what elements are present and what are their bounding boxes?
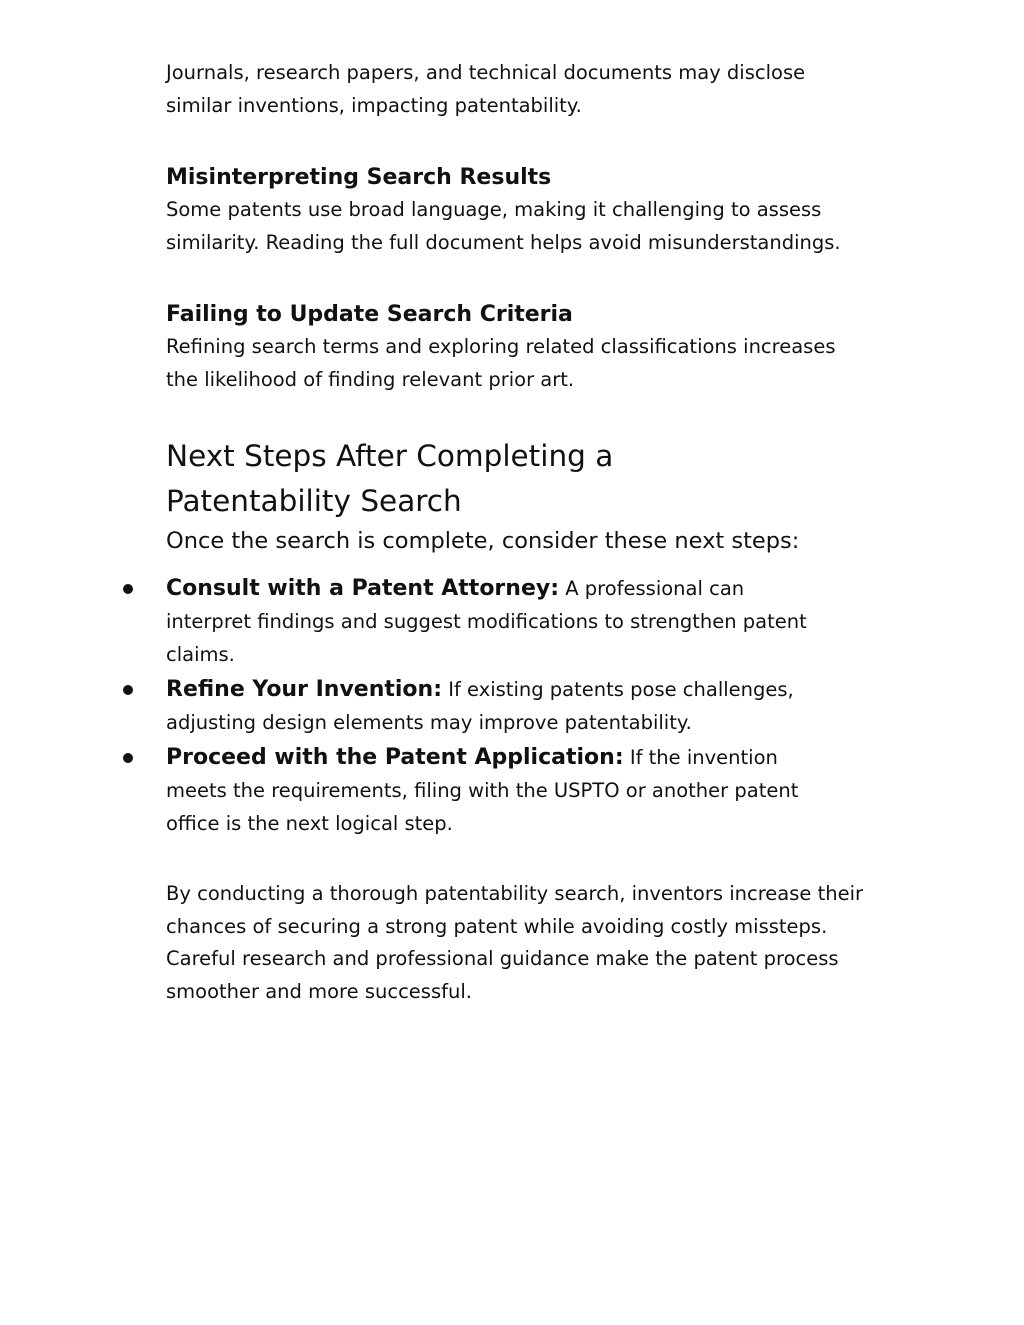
next-steps-heading: Next Steps After Completing a Patentability Search <box>166 439 614 518</box>
list-item-text: If the invention meets the requirements, filing with the USPTO or another patent office is the next logical step. <box>166 746 799 835</box>
list-item-text: A professional can interpret findings and suggest modifications to strengthen patent claims. <box>166 577 807 666</box>
list-item <box>151 673 831 739</box>
misinterpreting-paragraph: Some patents use broad language, making it challenging to assess similarity. Reading the full document helps avoid misunderstandings. <box>166 198 841 254</box>
list-item <box>151 572 831 671</box>
journals-paragraph: Journals, research papers, and technical documents may disclose similar inventions, impacting patentability. <box>166 61 806 117</box>
failing-heading: Failing to Update Search Criteria <box>166 302 573 327</box>
conclusion-paragraph: By conducting a thorough patentability search, inventors increase their chances of securing a strong patent while avoiding costly missteps. Careful research and professional guidance make the patent process smoother and more successful. <box>166 882 864 1003</box>
bullet-icon <box>123 584 133 594</box>
list-item-term: Refine Your Invention: <box>166 677 443 702</box>
list-item-text: If existing patents pose challenges, adjusting design elements may improve patentability. <box>166 678 794 734</box>
next-steps-intro: Once the search is complete, consider these next steps: <box>166 528 800 554</box>
misinterpreting-heading: Misinterpreting Search Results <box>166 165 552 190</box>
bullet-icon <box>123 685 133 695</box>
next-steps-list <box>151 572 831 840</box>
bullet-icon <box>123 753 133 763</box>
list-item-term: Consult with a Patent Attorney: <box>166 576 560 601</box>
failing-paragraph: Refining search terms and exploring related classifications increases the likelihood of finding relevant prior art. <box>166 335 836 391</box>
list-item <box>151 741 831 840</box>
list-item-term: Proceed with the Patent Application: <box>166 745 624 770</box>
document-page <box>166 57 866 1008</box>
